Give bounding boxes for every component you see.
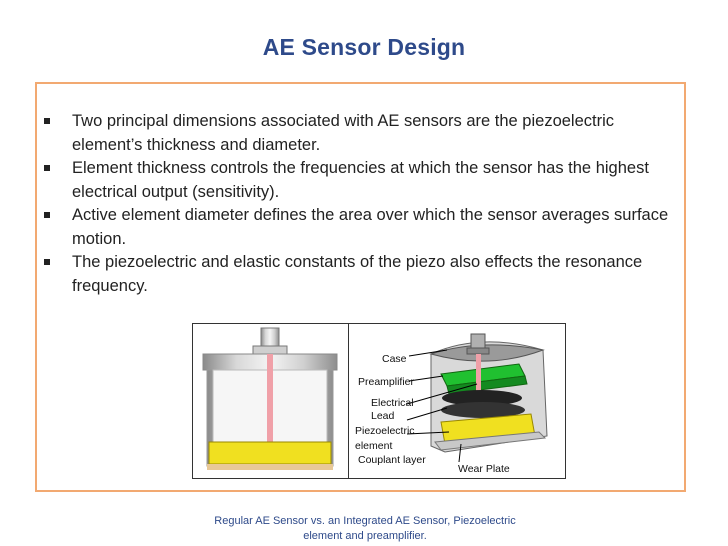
- wear-plate-label: Wear Plate: [458, 463, 510, 475]
- bullet-square-icon: [44, 259, 50, 265]
- figure-caption-line1: Regular AE Sensor vs. an Integrated AE Sensor, Piezoelectric: [214, 515, 516, 527]
- figure-caption-line2: element and preamplifier.: [303, 530, 427, 542]
- bullet-item: [44, 157, 684, 204]
- bullet-item: [44, 110, 684, 157]
- bullet-text: Element thickness controls the frequencies at which the sensor has the highest electrical output (sensitivity).: [72, 159, 649, 201]
- piezoelectric-label-line2: element: [355, 440, 393, 452]
- regular-sensor-drawing: [193, 324, 348, 478]
- couplant-layer-label: Couplant layer: [358, 454, 426, 466]
- case-label: Case: [382, 353, 407, 365]
- preamplifier-label: Preamplifier: [358, 376, 415, 388]
- bullet-square-icon: [44, 212, 50, 218]
- electrical-lead-label-line2: Lead: [371, 410, 395, 422]
- figure-caption: [180, 514, 550, 544]
- bullet-square-icon: [44, 165, 50, 171]
- bullet-square-icon: [44, 118, 50, 124]
- bullet-list: [44, 110, 684, 298]
- bullet-item: [44, 251, 684, 298]
- slide-title: AE Sensor Design: [262, 34, 466, 60]
- bullet-item: [44, 204, 684, 251]
- electrical-lead-label-line1: Electrical: [371, 397, 414, 409]
- bullet-text: The piezoelectric and elastic constants of the piezo also effects the resonance frequency.: [72, 253, 643, 295]
- bullet-text: Active element diameter defines the area over which the sensor averages surface motion.: [72, 206, 669, 248]
- bullet-text: Two principal dimensions associated with AE sensors are the piezoelectric element’s thickness and diameter.: [72, 112, 615, 154]
- piezoelectric-label-line1: Piezoelectric: [355, 425, 415, 437]
